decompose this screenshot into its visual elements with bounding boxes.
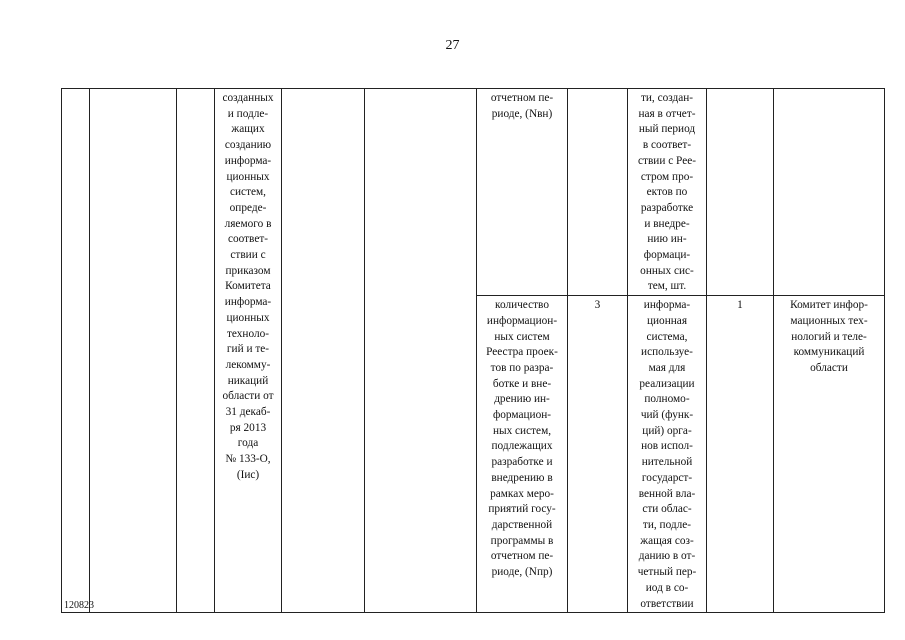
empty-cell [62, 89, 90, 613]
empty-cell [707, 89, 774, 296]
indicator-calculation-cell: созданных и подле- жащих созданию информа- ционных систем, опреде- ляемого в соответ- ствии с приказом Комитета информа- ционных техноло- гий и те- лекомму- никаций области от 31 декаб- ря 2013 года № 133-О, (Iис) [215, 89, 282, 613]
empty-cell [90, 89, 177, 613]
empty-cell [568, 89, 628, 296]
value-cell: 1 [707, 296, 774, 613]
responsible-cell: Комитет инфор- мационных тех- нологий и теле- коммуникаций области [774, 296, 885, 613]
empty-cell [177, 89, 215, 613]
parameter-cell: отчетном пе- риоде, (Nвн) [477, 89, 568, 296]
document-code: 120823 [64, 600, 94, 611]
empty-cell [282, 89, 365, 613]
indicators-table [61, 88, 885, 613]
parameter-cell: количество информацион- ных систем Реестра проек- тов по разра- ботке и вне- дрению ин- формацион- ных систем, подлежащих разработке и внедрению в рамках меро- приятий госу- дарственной программы в отчетном пе- риоде, (Nпр) [477, 296, 568, 613]
empty-cell [774, 89, 885, 296]
unit-description-cell: информа- ционная система, используе- мая для реализации полномо- чий (функ- ций) орга- нов испол- нительной государст- венной вла- сти облас- ти, подле- жащая соз- данию в от- четный пер- иод в со- ответствии [628, 296, 707, 613]
page-number: 27 [445, 38, 460, 53]
unit-description-cell: ти, создан- ная в отчет- ный период в соответ- ствии с Рее- стром про- ектов по разработке и внедре- нию ин- формаци- онных сис- тем, шт. [628, 89, 707, 296]
empty-cell [365, 89, 477, 613]
number-cell: 3 [568, 296, 628, 613]
table-row [62, 89, 885, 296]
